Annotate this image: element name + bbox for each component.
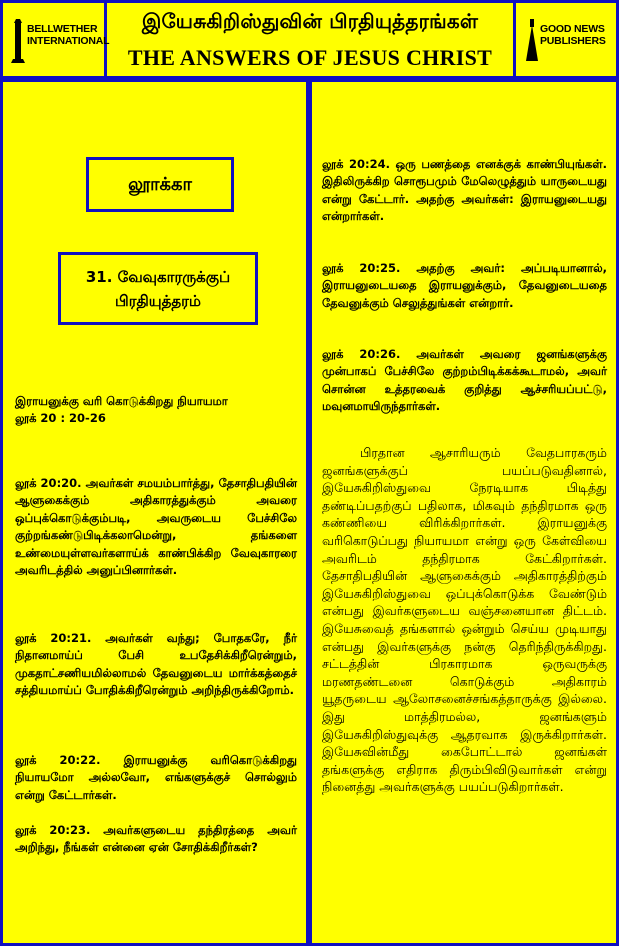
- left-column: [0, 79, 309, 946]
- right-column: [309, 79, 619, 946]
- commentary: பிரதான ஆசாரியரும் வேதபாரகரும் ஜனங்களுக்குப் பயப்படுவதினால், இயேசுகிறிஸ்துவை நேரடியாக பிடித்து தண்டிப்பதற்குப் பதிலாக, மிகவும் தந்திரமாக ஒரு கண்ணியை விரிக்கிறார்கள். இராயனுக்கு வரிகொடுப்பது நியாயமா என்று ஒரு கேள்வியை அவரிடம் தந்திரமாக கேட்கிறார்கள். தேசாதிபதியின் ஆளுகைக்கும் அதிகாரத்திற்கும் இயேசுகிறிஸ்துவை ஒப்புக்கொடுக்க வேண்டும் என்பது இவர்களுடைய வஞ்சனையான திட்டம். இயேசுவைத் தங்களால் ஒன்றும் செய்ய முடியாது என்பது இவர்களுக்கு நன்கு தெரிந்திருக்கிறது. சட்டத்தின் பிரகாரமாக ஒருவருக்கு மரணதண்டனை கொடுக்கும் அதிகாரம் யூதருடைய ஆலோசனைச்சங்கத்தாருக்கு இல்லை. இது மாத்திரமல்ல, ஜனங்களும் இயேசுகிறிஸ்துவுக்கு ஆதரவாக இருக்கிறார்கள். இயேசுவின்மீது கைபோட்டால் ஜனங்கள் தங்களுக்கு எதிராக திரும்பிவிடுவார்கள் என்று நினைத்து அவர்களுக்கு பயப்படுகிறார்கள்.: [322, 445, 607, 795]
- verse-26: லூக் 20:26. அவர்கள் அவரை ஜனங்களுக்கு முன்பாகப் பேச்சிலே குற்றம்பிடிக்கக்கூடாமல், அவர் சொன்ன உத்தரவைக் குறித்து ஆச்சரியப்பட்டு, மவுனமாயிருந்தார்கள்.: [322, 347, 607, 414]
- chapter-line-2: பிரதியுத்தரம்: [115, 292, 201, 310]
- verse-25: லூக் 20:25. அதற்கு அவர்: அப்படியானால், இராயனுடையதை இராயனுக்கும், தேவனுடையதை தேவனுக்கும் செலுத்துங்கள் என்றார்.: [322, 261, 607, 310]
- chapter-title: [58, 252, 258, 325]
- right-logo-text: GOOD NEWS PUBLISHERS: [540, 23, 606, 47]
- title-cell: [107, 3, 516, 76]
- verse-22: லூக் 20:22. இராயனுக்கு வரிகொடுக்கிறது நியாயமோ அல்லவோ, எங்களுக்குச் சொல்லும் என்று கேட்டார்கள்.: [15, 753, 297, 802]
- title-english: THE ANSWERS OF JESUS CHRIST: [127, 45, 493, 70]
- left-logo-text: BELLWETHER INTERNATIONAL: [27, 23, 110, 47]
- verse-21: லூக் 20:21. அவர்கள் வந்து; போதகரே, நீர் நிதானமாய்ப் பேசி உபதேசிக்கிறீரென்றும், முகதாட்சணியமில்லாமல் தேவனுடைய மார்க்கத்தைச் சத்தியமாய்ப் போதிக்கிறீரென்றும் அறிந்திருக்கிறோம்.: [15, 631, 297, 698]
- topic-heading: இராயனுக்கு வரி கொடுக்கிறது நியாயமா: [15, 394, 228, 408]
- book-title: லூாக்கா: [86, 157, 234, 212]
- header: [0, 0, 619, 79]
- title-tamil: இயேசுகிறிஸ்துவின் பிரதியுத்தரங்கள்: [141, 9, 479, 33]
- right-logo-cell: [516, 3, 616, 76]
- chapter-line-1: 31. வேவுகாரருக்குப்: [85, 268, 231, 286]
- verse-23: லூக் 20:23. அவர்களுடைய தந்திரத்தை அவர் அறிந்து, நீங்கள் என்னை ஏன் சோதிக்கிறீர்கள்?: [15, 823, 297, 855]
- verse-24: லூக் 20:24. ஒரு பணத்தை எனக்குக் காண்பியுங்கள். இதிலிருக்கிற சொரூபமும் மேலெழுத்தும் யாருடையது என்று கேட்டார். அதற்கு அவர்கள்: இராயனுடையது என்றார்கள்.: [322, 157, 607, 224]
- topic-reference: லூக் 20 : 20-26: [15, 411, 106, 426]
- verse-20: லூக் 20:20. அவர்கள் சமயம்பார்த்து, தேசாதிபதியின் ஆளுகைக்கும் அதிகாரத்துக்கும் அவரை ஒப்புக்கொடுக்கும்படி, அவருடைய பேச்சிலே குற்றங்கண்டுபிடிக்கலாமென்று, தங்களை உண்மையுள்ளவர்களாய்க் காண்பிக்கிற வேவுகாரரை அவரிடத்தில் அனுப்பினார்கள்.: [15, 476, 297, 578]
- topic-block: [15, 393, 297, 428]
- left-logo-cell: [3, 3, 110, 76]
